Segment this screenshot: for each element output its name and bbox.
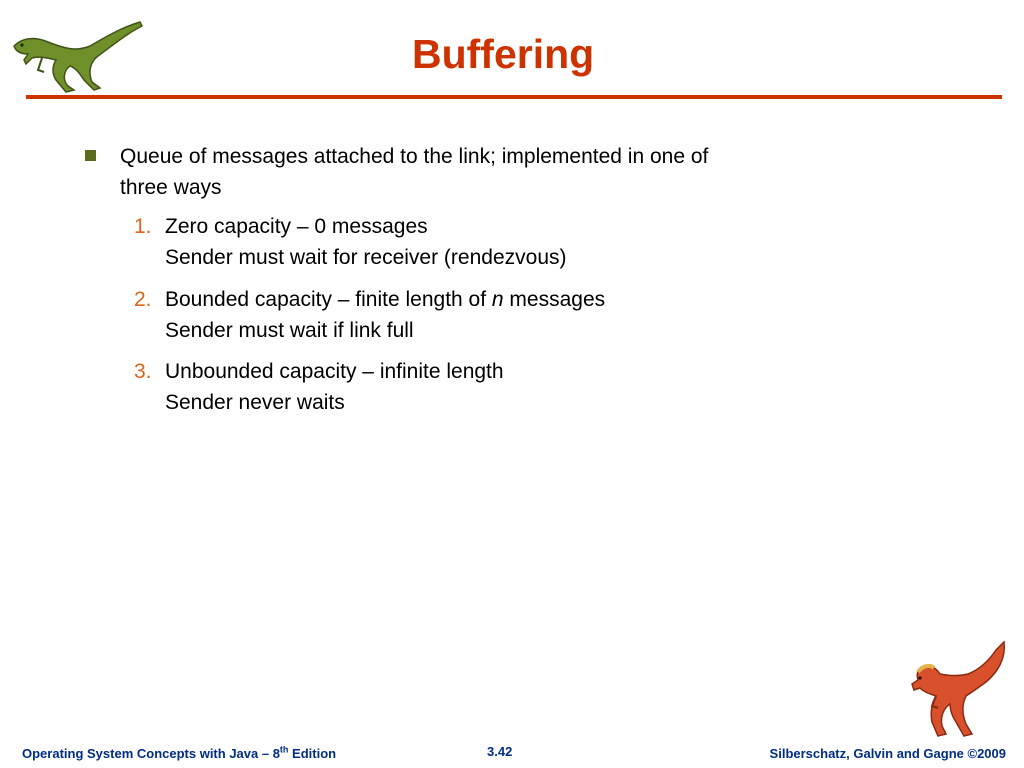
list-item-2-italic-n: n <box>491 288 504 311</box>
list-item-3-line-2: Sender never waits <box>165 391 345 414</box>
list-item-2-line-2: Sender must wait if link full <box>165 319 414 342</box>
list-item-3 <box>165 356 504 418</box>
list-item-1 <box>165 211 567 273</box>
page-number: 3.42 <box>487 744 513 759</box>
footer-book-title <box>22 746 336 761</box>
list-item-1-line-2: Sender must wait for receiver (rendezvous) <box>165 246 567 269</box>
main-bullet-line-1: Queue of messages attached to the link; implemented in one of <box>120 145 709 168</box>
list-item-1-line-1: Zero capacity – 0 messages <box>165 215 428 238</box>
footer-book-title-superscript: th <box>279 744 289 755</box>
square-bullet-icon <box>85 150 96 161</box>
main-bullet-line-2: three ways <box>120 176 222 199</box>
slide-title: Buffering <box>412 31 595 77</box>
footer-book-title-start: Operating System Concepts with Java – 8 <box>22 746 280 761</box>
red-dinosaur-icon <box>906 638 1010 742</box>
footer-book-title-end: Edition <box>288 746 337 761</box>
list-item-2-line-1-end: messages <box>503 288 606 311</box>
footer-copyright: Silberschatz, Galvin and Gagne ©2009 <box>769 746 1006 761</box>
main-bullet-text <box>120 141 708 203</box>
list-item-2 <box>165 284 605 346</box>
list-item-3-line-1: Unbounded capacity – infinite length <box>165 360 504 383</box>
list-item-2-line-1-start: Bounded capacity – finite length of <box>165 288 492 311</box>
list-number-3: 3. <box>134 360 152 383</box>
list-number-1: 1. <box>134 215 152 238</box>
list-number-2: 2. <box>134 288 152 311</box>
